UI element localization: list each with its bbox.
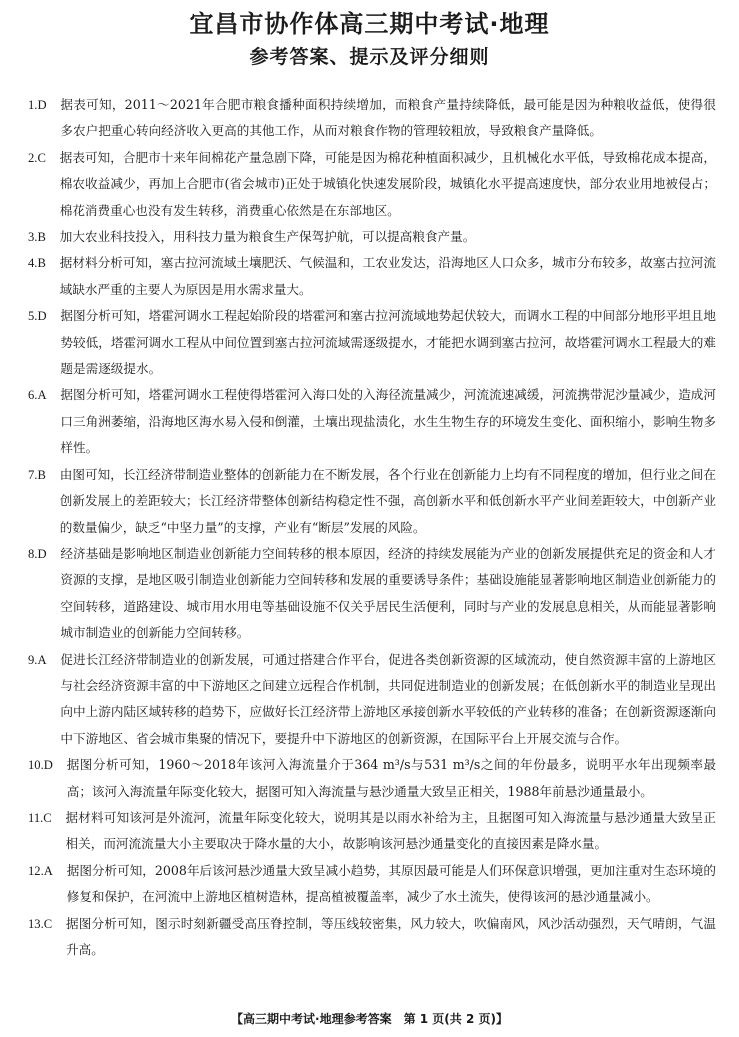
question-number: 6. [28, 388, 38, 403]
answer-number [28, 250, 46, 276]
page-subtitle: 参考答案、提示及评分细则 [249, 46, 490, 68]
answer-explanation: 经济基础是影响地区制造业创新能力空间转移的根本原因，经济的持续发展能为产业的创新发展提供充足的资金和人才资源的支撑，是地区吸引制造业创新能力空间转移和发展的重要诱导条件；基础设施能显著影响地区制造业创新能力的空间转移，道路建设、城市用水用电等基础设施不仅关乎居民生活便利，同时与产业的发展息息相关，从而能显著影响城市制造业的创新能力空间转移。 [60, 545, 716, 641]
question-number: 10. [28, 758, 44, 773]
question-number: 8. [28, 546, 38, 561]
question-number: 7. [28, 467, 38, 482]
answer-choice: C [43, 916, 53, 931]
page-title: 宜昌市协作体高三期中考试·地理 [189, 10, 550, 38]
answer-item [28, 224, 716, 250]
answer-choice: C [37, 150, 46, 165]
answer-explanation: 据图分析可知，2008年后该河悬沙通量大致呈减小趋势，其原因最可能是人们环保意识增强，更加注重对生态环境的修复和保护，在河流中上游地区植树造林，提高植被覆盖率，减少了水土流失，使得该河的悬沙通量减小。 [66, 862, 716, 905]
answer-number [28, 805, 52, 831]
answer-explanation: 促进长江经济带制造业的创新发展，可通过搭建合作平台，促进各类创新资源的区域流动，使自然资源丰富的上游地区与社会经济资源丰富的中下游地区之间建立远程合作机制，共同促进制造业的创新发展；在低创新水平的制造业呈现出向中上游内陆区域转移的趋势下，应做好长江经济带上游地区承接创新水平较低的产业转移的准备；在创新资源逐渐向中下游地区、省会城市集聚的情况下，要提升中下游地区的创新资源，在国际平台上开展交流与合作。 [60, 651, 716, 746]
answer-choice: C [43, 810, 52, 825]
answer-number [28, 224, 46, 250]
answer-choice: A [37, 652, 47, 667]
answer-item [28, 92, 716, 145]
answer-explanation: 据图分析可知，1960～2018年该河入海流量介于364 m³/s与531 m³/s之间的年份最多，说明平水年出现频率最高；该河入海流量年际变化较大，据图可知入海流量与悬沙通量大致呈正相关，1988年前悬沙通量最小。 [66, 757, 716, 799]
answer-explanation: 由图可知，长江经济带制造业整体的创新能力在不断发展，各个行业在创新能力上均有不同程度的增加，但行业之间在创新发展上的差距较大；长江经济带整体创新结构稳定性不强，高创新水平和低创新水平产业间差距较大，中创新产业的数量偏少，缺乏“中坚力量”的支撑，产业有“断层”发展的风险。 [59, 466, 716, 535]
answer-number [28, 462, 46, 488]
answer-explanation: 据图分析可知，塔霍河调水工程起始阶段的塔霍河和塞古拉河流域地势起伏较大，而调水工程的中间部分地形平坦且地势较低，塔霍河调水工程从中间位置到塞古拉河流域需逐级提水，才能把水调到塞古拉河，故塔霍河调水工程最大的难题是需逐级提水。 [60, 308, 716, 377]
question-number: 12. [28, 863, 44, 878]
question-number: 13. [28, 916, 44, 931]
answer-explanation: 据图分析可知，塔霍河调水工程使得塔霍河入海口处的入海径流量减少，河流流速减缓，河流携带泥沙量减少，造成河口三角洲萎缩，沿海地区海水易入侵和倒灌，土壤出现盐渍化，水生生物生存的环境发生变化、面积缩小，影响生物多样性。 [60, 387, 716, 456]
answer-choice: A [43, 863, 53, 878]
answer-number [28, 541, 47, 567]
answer-number [28, 752, 53, 778]
answer-number [28, 911, 52, 937]
answer-item [28, 462, 716, 541]
answer-item [28, 382, 716, 461]
question-number: 3. [28, 230, 38, 245]
answer-item [28, 303, 716, 382]
answer-choice: D [37, 309, 47, 324]
answer-explanation: 据图分析可知，图示时刻新疆受高压脊控制，等压线较密集，风力较大，吹偏南风，风沙活动强烈，天气晴朗，气温升高。 [66, 915, 716, 957]
answer-list [28, 92, 716, 963]
answer-number [28, 647, 47, 673]
question-number: 5. [28, 309, 38, 324]
answer-item [28, 541, 716, 647]
answer-item [28, 805, 716, 858]
question-number: 11. [28, 810, 44, 825]
answer-number [28, 382, 47, 408]
answer-item [28, 647, 716, 753]
answer-item [28, 145, 716, 224]
question-number: 4. [28, 256, 38, 271]
answer-choice: D [37, 98, 47, 112]
answer-explanation: 据材料可知该河是外流河，流量年际变化较大，说明其是以雨水补给为主，且据图可知入海流量与悬沙通量大致呈正相关，而河流流量大小主要取决于降水量的大小，故影响该河悬沙通量变化的直接因素是降水量。 [65, 809, 716, 852]
answer-choice: B [37, 230, 46, 245]
answer-choice: D [43, 758, 53, 773]
question-number: 1. [28, 98, 38, 112]
answer-choice: D [37, 546, 47, 561]
answer-item [28, 858, 716, 911]
answer-item [28, 911, 716, 964]
answer-number [28, 92, 47, 118]
question-number: 9. [28, 652, 38, 667]
answer-explanation: 据表可知，合肥市十来年间棉花产量急剧下降，可能是因为棉花种植面积减少，且机械化水平低，导致棉花成本提高，棉农收益减少，再加上合肥市(省会城市)正处于城镇化快速发展阶段，城镇化水平提高速度快，部分农业用地被侵占；棉花消费重心也没有发生转移，消费重心依然是在东部地区。 [59, 149, 716, 218]
answer-explanation: 据表可知，2011～2021年合肥市粮食播种面积持续增加，而粮食产量持续降低，最可能是因为种粮收益低，使得很多农户把重心转向经济收入更高的其他工作，从而对粮食作物的管理较粗放，导致粮食产量降低。 [60, 97, 716, 139]
answer-number [28, 858, 53, 884]
answer-explanation: 加大农业科技投入，用科技力量为粮食生产保驾护航，可以提高粮食产量。 [59, 229, 476, 245]
answer-item [28, 752, 716, 805]
answer-item [28, 250, 716, 303]
page-footer: 【高三期中考试·地理参考答案 第 1 页(共 2 页)】 [231, 1012, 508, 1026]
answer-explanation: 据材料分析可知，塞古拉河流域土壤肥沃、气候温和，工农业发达，沿海地区人口众多，城市分布较多，故塞古拉河流域缺水严重的主要人为原因是用水需求量大。 [59, 255, 716, 297]
answer-choice: A [37, 388, 47, 403]
question-number: 2. [28, 150, 38, 165]
answer-number [28, 303, 47, 329]
answer-choice: B [37, 256, 46, 271]
answer-choice: B [37, 467, 46, 482]
answer-number [28, 145, 46, 171]
